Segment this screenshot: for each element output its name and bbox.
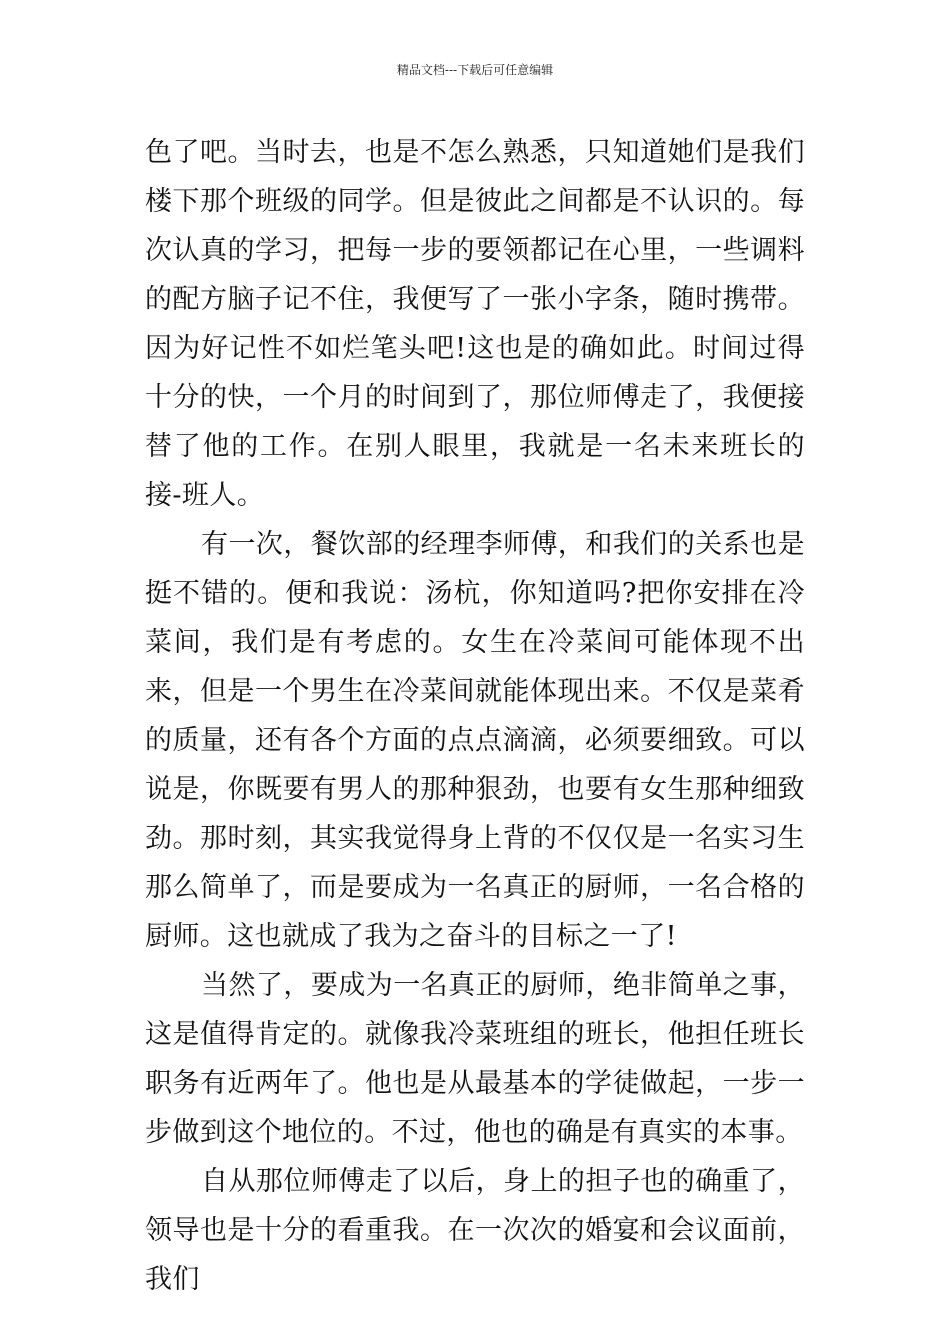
paragraph-3: 当然了，要成为一名真正的厨师，绝非简单之事，这是值得肯定的。就像我冷菜班组的班长，他担任班长职务有近两年了。他也是从最基本的学徒做起，一步一步做到这个地位的。不过，他也的确是有真实的本事。 bbox=[145, 970, 805, 1148]
document-body bbox=[145, 128, 805, 1304]
paragraph-4: 自从那位师傅走了以后，身上的担子也的确重了，领导也是十分的看重我。在一次次的婚宴和会议面前，我们 bbox=[145, 1166, 805, 1295]
paragraph-2: 有一次，餐饮部的经理李师傅，和我们的关系也是挺不错的。便和我说：汤杭，你知道吗?把你安排在冷菜间，我们是有考虑的。女生在冷菜间可能体现不出来，但是一个男生在冷菜间就能体现出来。不仅是菜肴的质量，还有各个方面的点点滴滴，必须要细致。可以说是，你既要有男人的那种狠劲，也要有女生那种细致劲。那时刻，其实我觉得身上背的不仅仅是一名实习生那么简单了，而是要成为一名真正的厨师，一名合格的厨师。这也就成了我为之奋斗的目标之一了! bbox=[145, 529, 805, 952]
paragraph-1: 色了吧。当时去，也是不怎么熟悉，只知道她们是我们楼下那个班级的同学。但是彼此之间都是不认识的。每次认真的学习，把每一步的要领都记在心里，一些调料的配方脑子记不住，我便写了一张小字条，随时携带。因为好记性不如烂笔头吧!这也是的确如此。时间过得十分的快，一个月的时间到了，那位师傅走了，我便接替了他的工作。在别人眼里，我就是一名未来班长的接-班人。 bbox=[145, 137, 805, 511]
page-header: 精品文档---下载后可任意编辑 bbox=[396, 63, 554, 77]
